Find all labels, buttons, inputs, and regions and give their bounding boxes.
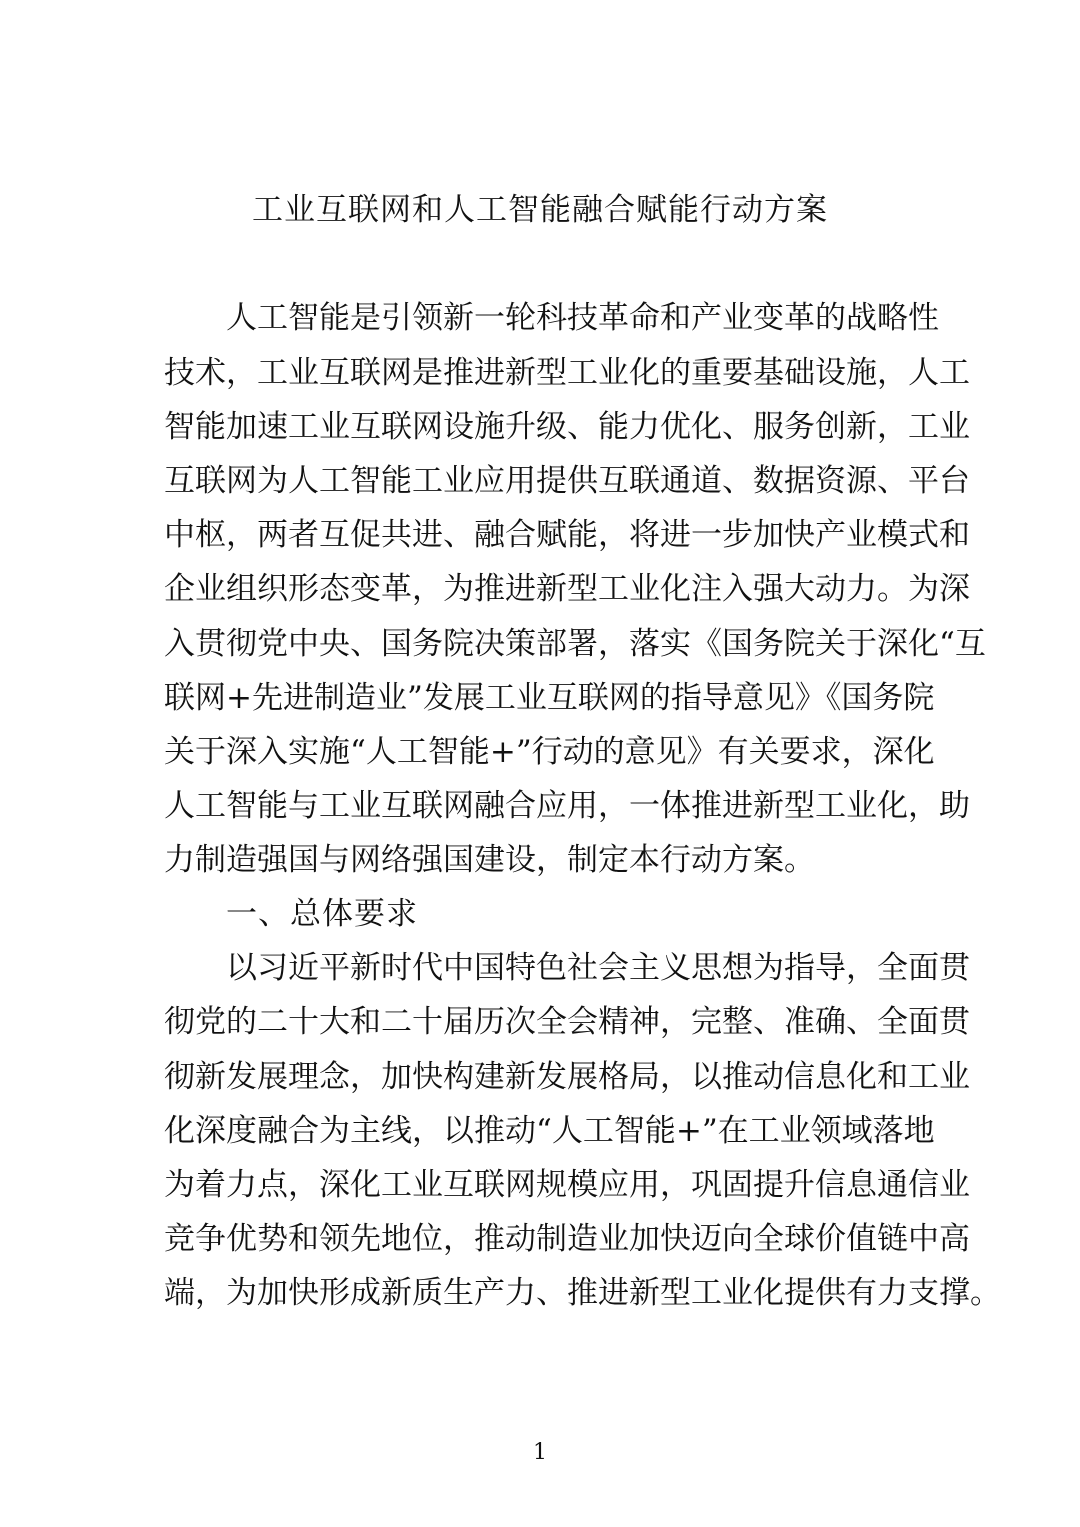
intro-line: 企业组织形态变革，为推进新型工业化注入强大动力。为深 — [164, 571, 970, 607]
section-line: 彻党的二十大和二十届历次全会精神，完整、准确、全面贯 — [164, 1004, 970, 1040]
section-line: 化深度融合为主线，以推动“人工智能+”在工业领域落地 — [164, 1113, 935, 1149]
intro-line: 技术，工业互联网是推进新型工业化的重要基础设施，人工 — [164, 355, 970, 391]
intro-line: 入贯彻党中央、国务院决策部署，落实《国务院关于深化“互 — [164, 626, 986, 662]
page-number: 1 — [533, 1440, 547, 1465]
intro-line: 力制造强国与网络强国建设，制定本行动方案。 — [164, 842, 815, 878]
intro-line: 人工智能是引领新一轮科技革命和产业变革的战略性 — [226, 300, 939, 336]
section-line: 竞争优势和领先地位，推动制造业加快迈向全球价值链中高 — [164, 1221, 970, 1257]
document-title: 工业互联网和人工智能融合赋能行动方案 — [252, 192, 828, 228]
intro-line: 人工智能与工业互联网融合应用，一体推进新型工业化，助 — [164, 788, 970, 824]
section-line: 为着力点，深化工业互联网规模应用，巩固提升信息通信业 — [164, 1167, 970, 1203]
section-heading: 一、总体要求 — [226, 896, 418, 932]
intro-line: 联网+先进制造业”发展工业互联网的指导意见》《国务院 — [164, 680, 935, 716]
intro-line: 智能加速工业互联网设施升级、能力优化、服务创新，工业 — [164, 409, 970, 445]
intro-line: 关于深入实施“人工智能+”行动的意见》有关要求，深化 — [164, 734, 935, 770]
section-line: 彻新发展理念，加快构建新发展格局，以推动信息化和工业 — [164, 1059, 970, 1095]
intro-line: 互联网为人工智能工业应用提供互联通道、数据资源、平台 — [164, 463, 970, 499]
intro-line: 中枢，两者互促共进、融合赋能，将进一步加快产业模式和 — [164, 517, 970, 553]
section-line: 端，为加快形成新质生产力、推进新型工业化提供有力支撑。 — [164, 1275, 1001, 1311]
section-line: 以习近平新时代中国特色社会主义思想为指导，全面贯 — [226, 950, 970, 986]
